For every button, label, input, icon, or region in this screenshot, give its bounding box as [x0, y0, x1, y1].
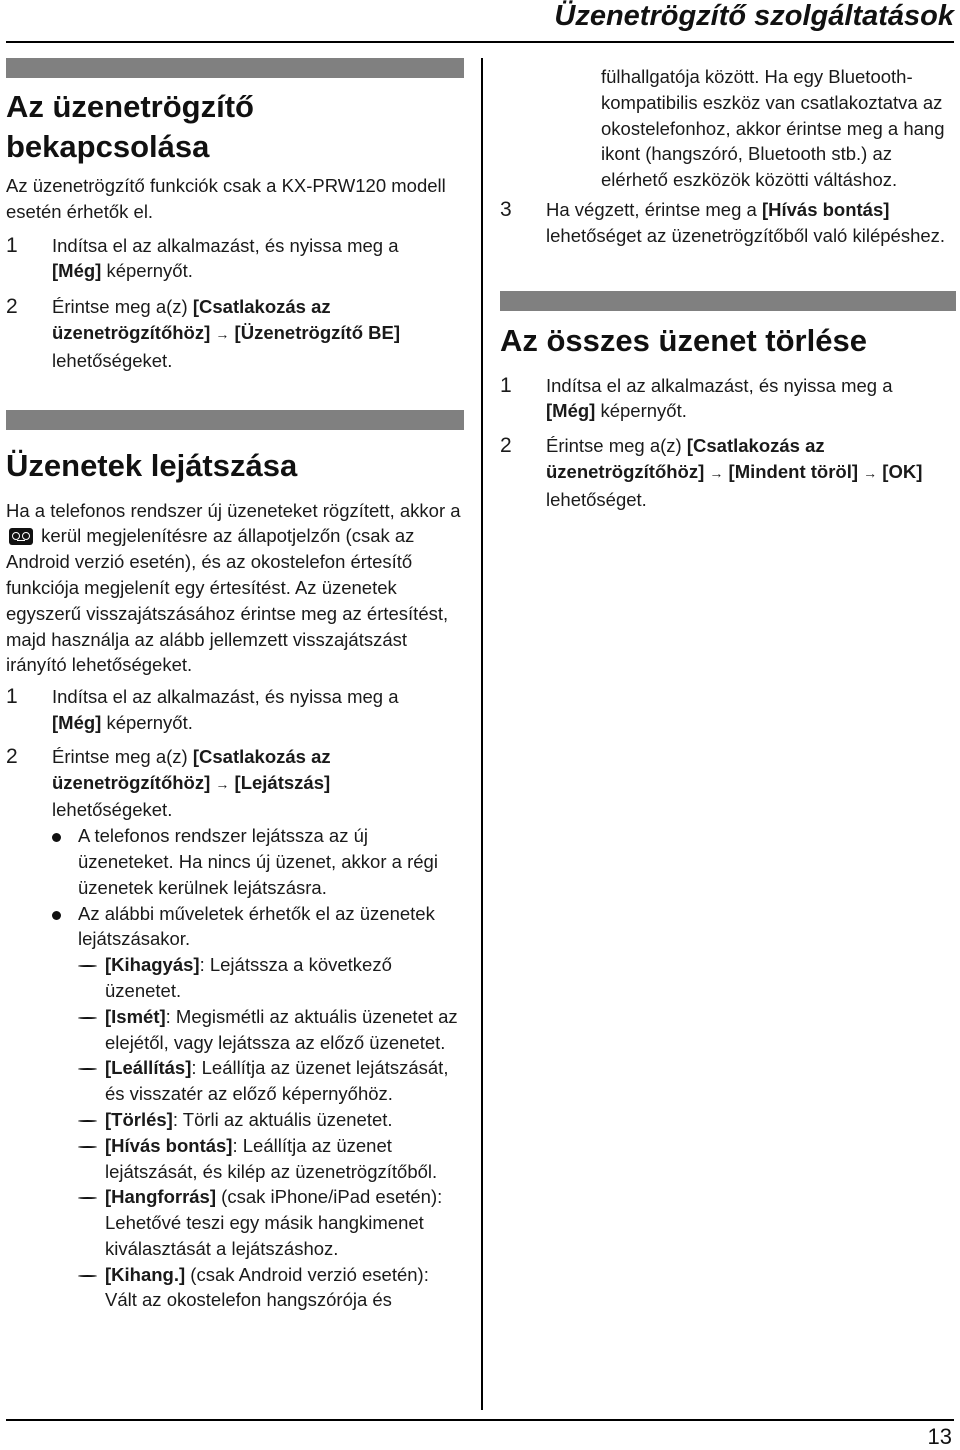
key-delete: [Törlés] [105, 1108, 173, 1130]
step-number: 2 [500, 434, 512, 458]
step-text: Ha végzett, érintse meg a [546, 198, 762, 220]
step-text: Indítsa el az alkalmazást, és nyissa meg a [52, 686, 399, 708]
step-text: lehetőségeket. [52, 349, 173, 371]
menu-key-playback: [Lejátszás] [234, 771, 331, 793]
dash-icon [78, 1146, 97, 1148]
step-text: Érintse meg a(z) [52, 296, 193, 318]
step-2 [6, 294, 464, 373]
dash-icon [78, 1197, 97, 1199]
key-audio-source: [Hangforrás] [105, 1186, 217, 1208]
step-text: lehetőségeket. [52, 799, 173, 821]
dash-text: : Leállítja az üzenet lejátszását, és visszatér az előző képernyőhöz. [105, 1057, 449, 1105]
right-column [500, 58, 956, 513]
section-bar [6, 58, 464, 78]
dash-icon [78, 1068, 97, 1070]
dash-item [78, 1133, 464, 1185]
left-column [6, 58, 464, 1313]
step-1 [6, 233, 464, 285]
section-title-delete-all: Az összes üzenet törlése [500, 322, 867, 358]
step-number: 3 [500, 197, 512, 221]
dash-text: : Leállítja az üzenet lejátszását, és kilép az üzenetrögzítőből. [105, 1134, 438, 1182]
dash-item [78, 1004, 464, 1056]
step-text: Érintse meg a(z) [546, 435, 687, 457]
dash-icon [78, 965, 97, 967]
dash-item [78, 1184, 464, 1261]
arrow-icon: → [215, 325, 230, 342]
dash-item [78, 1107, 464, 1133]
dash-icon [78, 1275, 97, 1277]
step-text: Indítsa el az alkalmazást, és nyissa meg a [52, 234, 399, 256]
section-title-answering-on [6, 87, 464, 167]
section-intro: Az üzenetrögzítő funkciók csak a KX-PRW120 modell esetén érhetők el. [6, 175, 446, 222]
dash-text: : Lejátssza a következő üzenetet. [105, 954, 392, 1001]
bullet-text: Az alábbi műveletek érhetők el az üzenetek lejátszásakor. [78, 902, 435, 950]
bullet-text: A telefonos rendszer lejátssza az új üzeneteket. Ha nincs új üzenet, akkor a régi üzenetek kerülnek lejátszásra. [78, 825, 438, 898]
title-line-2: bekapcsolása [6, 129, 210, 164]
menu-key-connect: [Csatlakozás az üzenetrögzítőhöz] [52, 296, 331, 343]
arrow-icon: → [863, 464, 878, 481]
key-hang-up: [Hívás bontás] [761, 198, 890, 220]
step-number: 1 [6, 685, 18, 709]
step-text: képernyőt. [101, 260, 193, 282]
step-text: lehetőséget. [546, 488, 647, 510]
dash-text: (csak Android verzió esetén): Vált az okostelefon hangszórója és [105, 1263, 429, 1311]
column-divider [481, 58, 483, 1410]
header-rule [6, 41, 954, 43]
step-text: Érintse meg a(z) [52, 745, 193, 767]
menu-key-connect: [Csatlakozás az üzenetrögzítőhöz] [52, 745, 331, 793]
intro-text: kerül megjelenítésre az állapotjelzőn (csak az Android verzió esetén), és az okostelefon értesítő funkciója megjelenít egy értesítést. Az üzenetek egyszerű visszajátszásához érintse meg az értesítést, majd használja az alább jellemzett visszajátszást irányító lehetőségeket. [6, 525, 449, 676]
arrow-icon: → [709, 464, 724, 481]
menu-key-answering-on: [Üzenetrögzítő BE] [234, 321, 401, 343]
menu-key-meg: [Még] [52, 260, 102, 282]
step-text: Indítsa el az alkalmazást, és nyissa meg a [546, 374, 893, 396]
menu-key-ok: [OK] [882, 460, 923, 482]
intro-text: Ha a telefonos rendszer új üzeneteket rögzített, akkor a [6, 499, 461, 521]
continued-text: fülhallgatója között. Ha egy Bluetooth-kompatibilis eszköz van csatlakoztatva az okostelefonhoz, akkor érintse meg a hang ikont (hangszóró, Bluetooth stb.) az elérhető eszközök közötti váltáshoz. [601, 66, 945, 191]
menu-key-meg: [Még] [546, 400, 596, 422]
dash-item [78, 1055, 464, 1107]
dash-item [78, 952, 464, 1004]
dash-text: : Megismétli az aktuális üzenetet az elejétől, vagy lejátssza az előző üzenetet. [105, 1005, 458, 1053]
key-hang-up: [Hívás bontás] [105, 1134, 233, 1156]
menu-key-connect: [Csatlakozás az üzenetrögzítőhöz] [546, 435, 825, 482]
menu-key-meg: [Még] [52, 711, 102, 733]
dash-item [78, 1262, 464, 1314]
step-number: 1 [500, 373, 512, 397]
step-number: 1 [6, 233, 18, 257]
step-2 [500, 433, 956, 512]
dash-icon [78, 1017, 97, 1019]
bullet-item [52, 823, 464, 900]
key-skip: [Kihagyás] [105, 954, 200, 976]
step-text: lehetőséget az üzenetrögzítőből való kilépéshez. [546, 224, 946, 246]
dash-text: : Törli az aktuális üzenetet. [172, 1108, 393, 1130]
section-bar [6, 410, 464, 430]
step-1 [500, 373, 956, 425]
step-text: képernyőt. [595, 400, 687, 422]
step-3 [500, 197, 956, 249]
menu-key-delete-all: [Mindent töröl] [728, 460, 859, 482]
bullet-icon [52, 911, 61, 920]
section-bar [500, 291, 956, 311]
step-1 [6, 684, 464, 736]
bullet-item [52, 901, 464, 1314]
bullet-icon [52, 833, 61, 842]
key-repeat: [Ismét] [105, 1005, 166, 1027]
footer-rule [6, 1419, 954, 1421]
dash-icon [78, 1120, 97, 1122]
voicemail-icon [9, 528, 33, 545]
title-line-1: Az üzenetrögzítő [6, 89, 254, 124]
step-number: 2 [6, 744, 18, 768]
step-2 [6, 744, 464, 1314]
section-title-playback: Üzenetek lejátszása [6, 447, 298, 483]
section-intro [6, 498, 464, 679]
dash-text: (csak iPhone/iPad esetén): Lehetővé teszi egy másik hangkimenet kiválasztását a lejátszáshoz. [105, 1186, 443, 1259]
page-header-title: Üzenetrögzítő szolgáltatások [554, 0, 954, 32]
page-number: 13 [927, 1424, 952, 1449]
step-number: 2 [6, 295, 18, 319]
step-text: képernyőt. [101, 711, 193, 733]
key-stop: [Leállítás] [105, 1057, 192, 1079]
key-speaker: [Kihang.] [105, 1263, 186, 1285]
arrow-icon: → [215, 775, 230, 792]
